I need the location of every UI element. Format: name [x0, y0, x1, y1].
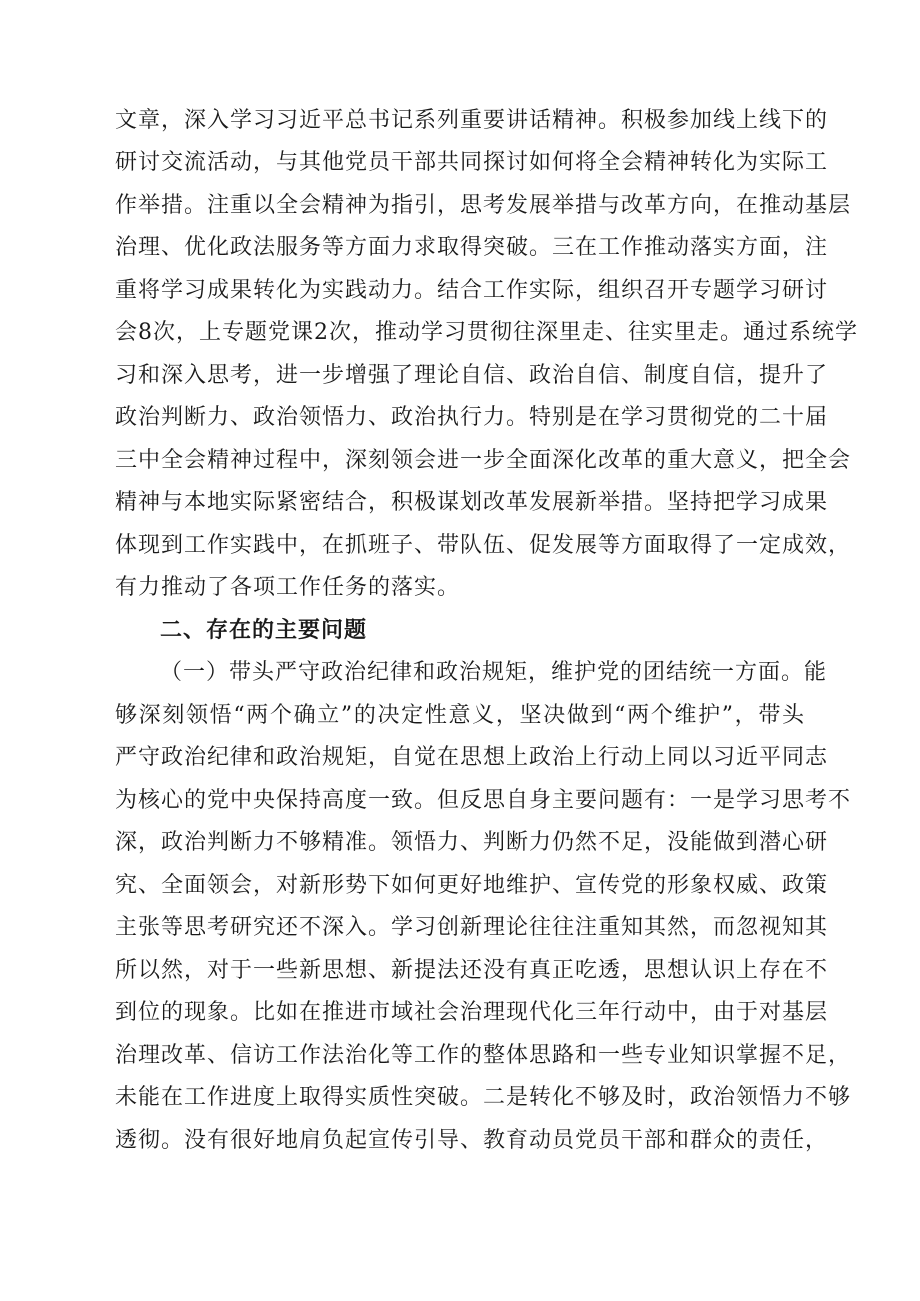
text-line: 会8次，上专题党课2次，推动学习贯彻往深里走、往实里走。通过系统学	[115, 320, 858, 345]
text-line: 有力推动了各项工作任务的落实。	[115, 575, 461, 600]
text-line: 文章，深入学习习近平总书记系列重要讲话精神。积极参加线上线下的	[115, 108, 829, 133]
text-line: （一）带头严守政治纪律和政治规矩，维护党的团结统一方面。能	[160, 660, 828, 685]
text-line: 深，政治判断力不够精准。领悟力、判断力仍然不足，没能做到潜心研	[115, 830, 829, 855]
text-line: 体现到工作实践中，在抓班子、带队伍、促发展等方面取得了一定成效，	[115, 533, 852, 558]
text-line: 习和深入思考，进一步增强了理论自信、政治自信、制度自信，提升了	[115, 363, 829, 388]
text-line: 够深刻领悟“两个确立”的决定性意义，坚决做到“两个维护”，带头	[115, 703, 805, 728]
text-line: 作举措。注重以全会精神为指引，思考发展举措与改革方向，在推动基层	[115, 193, 852, 218]
text-line: 严守政治纪律和政治规矩，自觉在思想上政治上行动上同以习近平同志	[115, 745, 829, 770]
text-line: 治理、优化政法服务等方面力求取得突破。三在工作推动落实方面，注	[115, 235, 829, 260]
text-line: 到位的现象。比如在推进市域社会治理现代化三年行动中，由于对基层	[115, 1000, 829, 1025]
text-line: 研讨交流活动，与其他党员干部共同探讨如何将全会精神转化为实际工	[115, 150, 829, 175]
text-line: 重将学习成果转化为实践动力。结合工作实际，组织召开专题学习研讨	[115, 278, 829, 303]
text-line: 三中全会精神过程中，深刻领会进一步全面深化改革的重大意义，把全会	[115, 448, 852, 473]
text-line: 治理改革、信访工作法治化等工作的整体思路和一些专业知识掌握不足，	[115, 1043, 852, 1068]
text-line: 究、全面领会，对新形势下如何更好地维护、宣传党的形象权威、政策	[115, 873, 829, 898]
text-line: 未能在工作进度上取得实质性突破。二是转化不够及时，政治领悟力不够	[115, 1085, 852, 1110]
text-line: 政治判断力、政治领悟力、政治执行力。特别是在学习贯彻党的二十届	[115, 405, 829, 430]
text-line: 透彻。没有很好地肩负起宣传引导、教育动员党员干部和群众的责任，	[115, 1128, 829, 1153]
text-line: 为核心的党中央保持高度一致。但反思自身主要问题有：一是学习思考不	[115, 788, 852, 813]
text-line: 主张等思考研究还不深入。学习创新理论往往注重知其然，而忽视知其	[115, 915, 829, 940]
section-heading: 二、存在的主要问题	[160, 618, 368, 643]
text-line: 精神与本地实际紧密结合，积极谋划改革发展新举措。坚持把学习成果	[115, 490, 829, 515]
text-line: 所以然，对于一些新思想、新提法还没有真正吃透，思想认识上存在不	[115, 958, 829, 983]
